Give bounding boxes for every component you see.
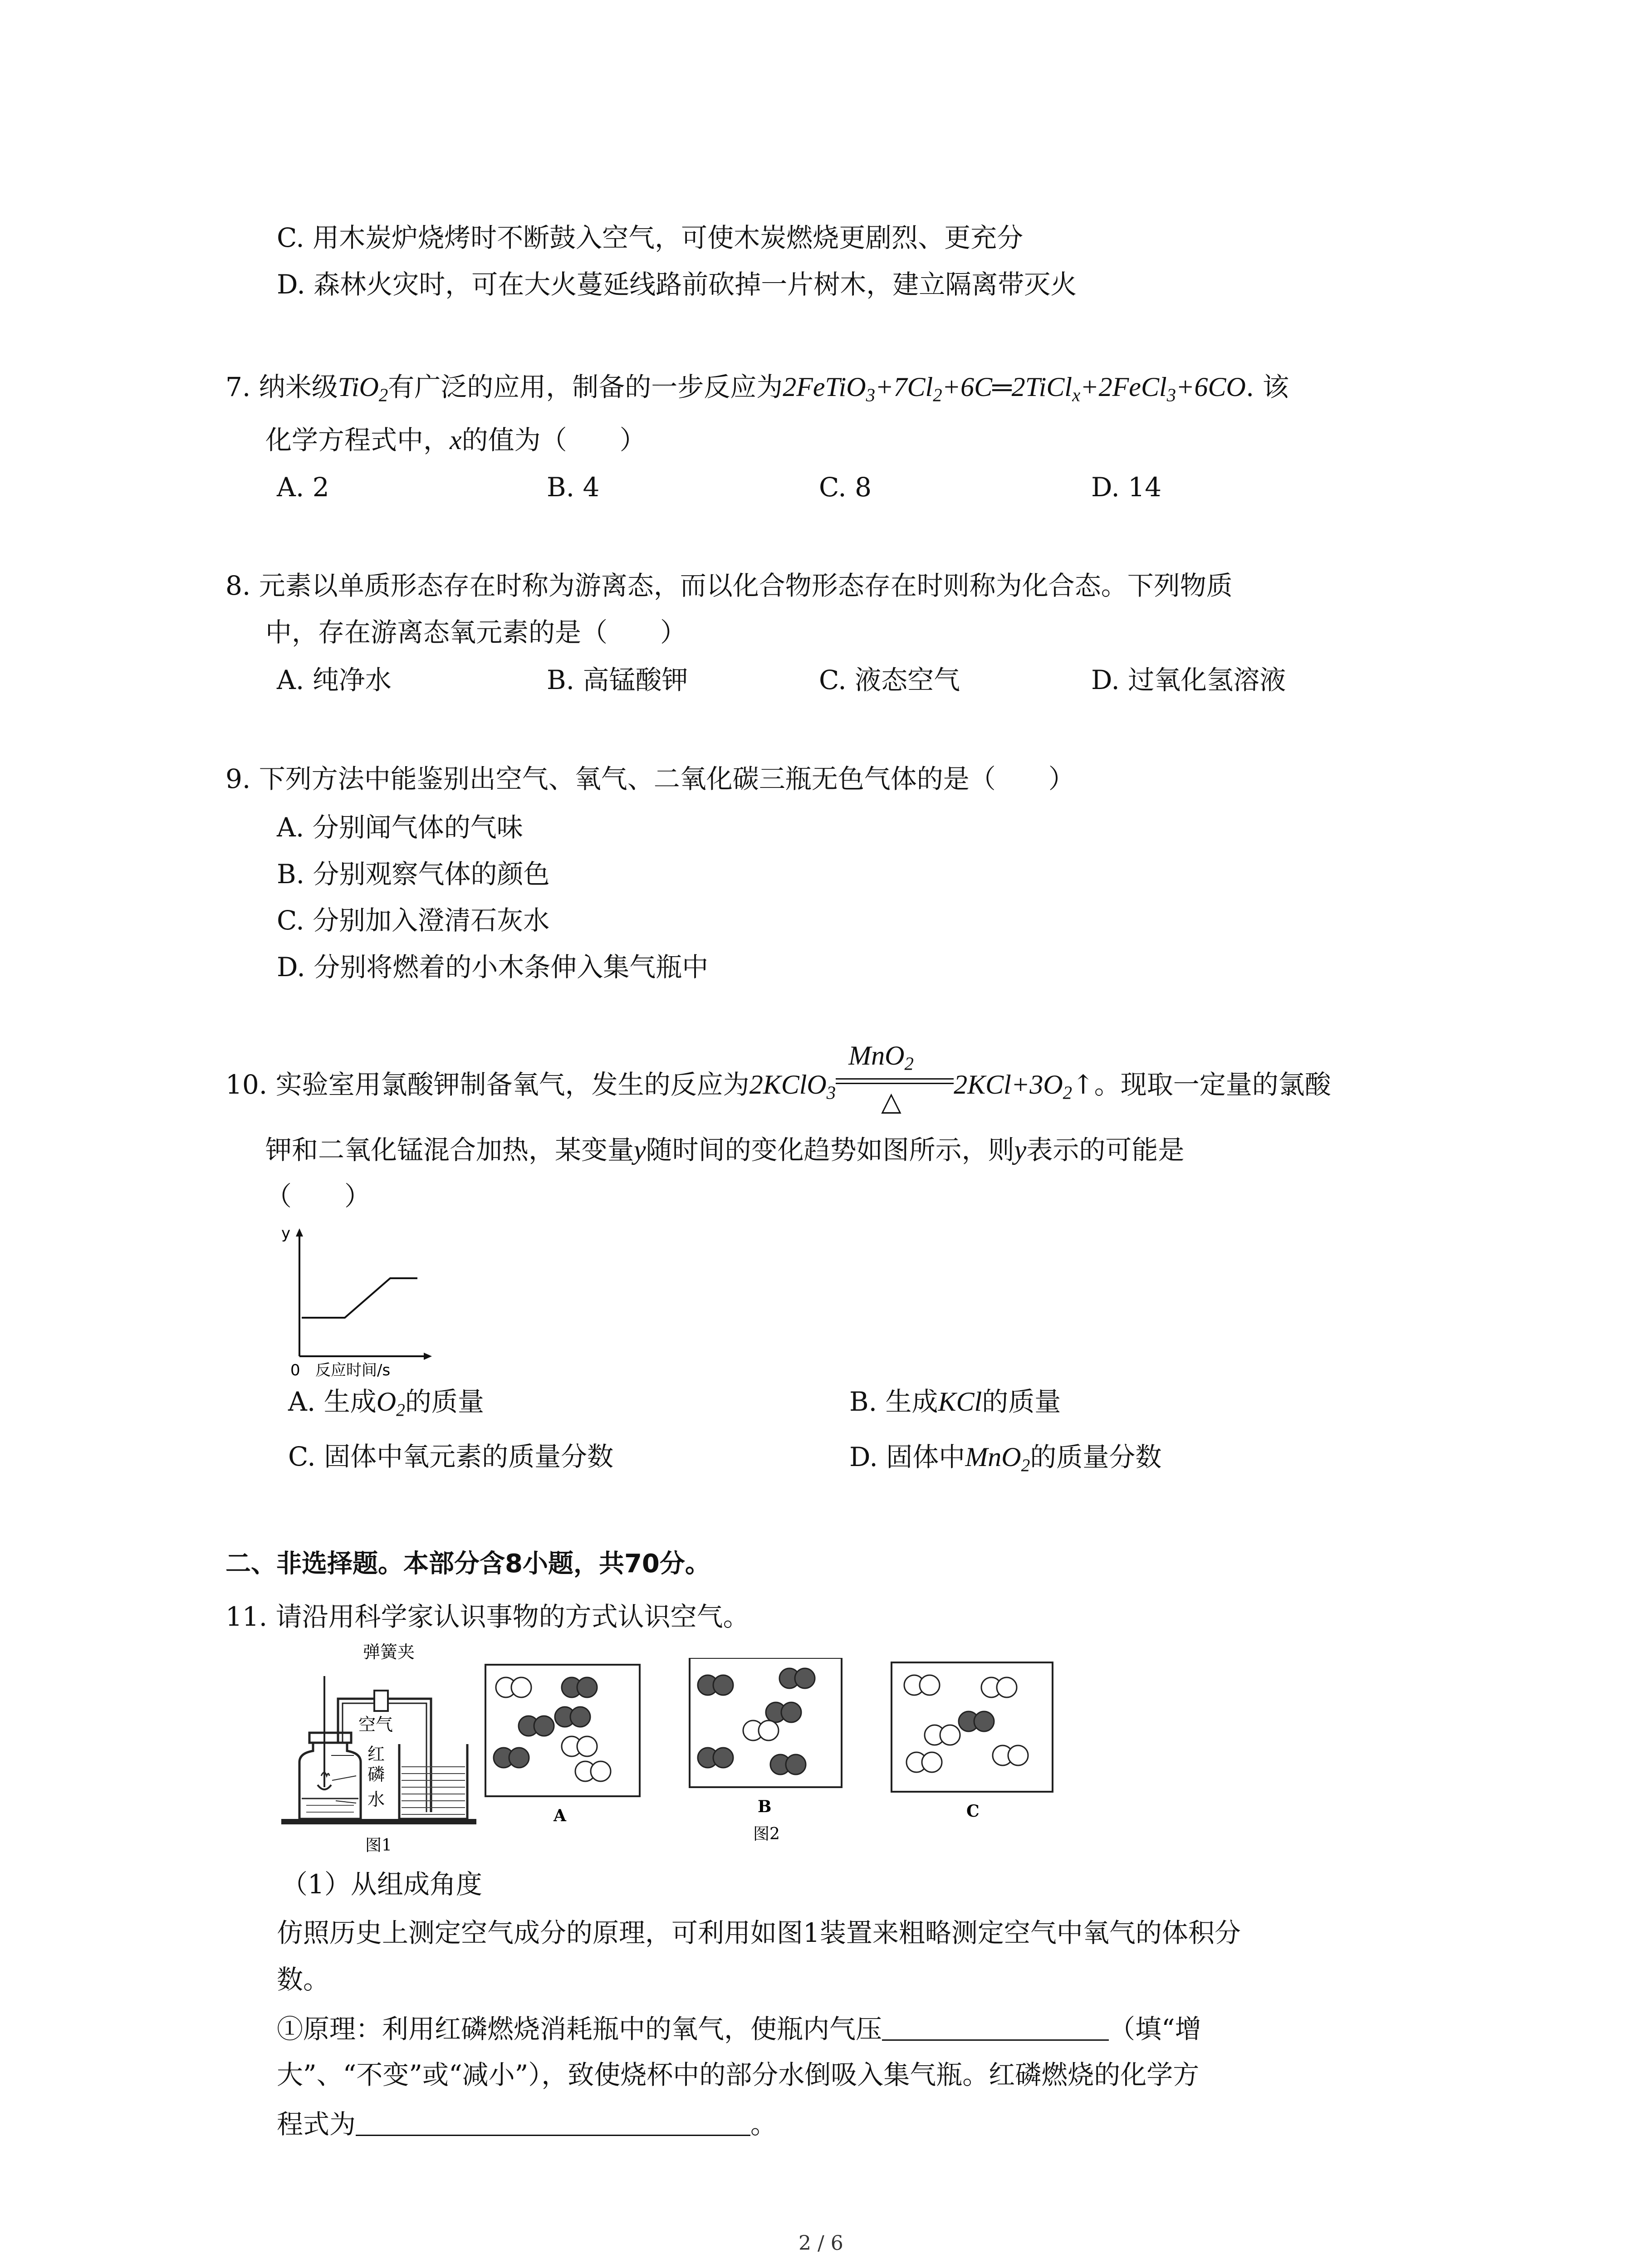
q8-option-b: B. 高锰酸钾	[547, 665, 688, 695]
bottle-stopper	[309, 1733, 351, 1743]
label-phosphorus: 磷	[367, 1765, 385, 1784]
q8-stem-line1: 8. 元素以单质形态存在时称为游离态，而以化合物形态存在时则称为化合态。下列物质	[225, 570, 1233, 601]
q11-para-line1: 仿照历史上测定空气成分的原理，可利用如图1装置来粗略测定空气中氧气的体积分	[277, 1917, 1241, 1948]
q7-option-b: B. 4	[547, 472, 600, 503]
q11-para-line4: 大”、“不变”或“减小”），致使烧杯中的部分水倒吸入集气瓶。红磷燃烧的化学方	[277, 2059, 1200, 2090]
q8-stem-line2: 中，存在游离态氧元素的是（ ）	[265, 617, 687, 648]
q10-graph-x-arrow	[424, 1353, 432, 1360]
q8-option-a: A. 纯净水	[277, 665, 392, 695]
q10-catalyst-arrow: MnO$_2$ △	[836, 1068, 954, 1095]
answer-blank-pressure[interactable]	[882, 2014, 1109, 2041]
q9-stem: 9. 下列方法中能鉴别出空气、氧气、二氧化碳三瓶无色气体的是（ ）	[225, 763, 1075, 794]
q10-graph-xlabel: 反应时间/s	[315, 1361, 391, 1379]
q10-option-c: C. 固体中氧元素的质量分数	[288, 1441, 614, 1472]
q7-stem-line1: 7. 纳米级TiO$_2$有广泛的应用，制备的一步反应为$2FeTiO_3+7Cl_2+6C═2TiCl_x+2FeCl_3+6CO$. 该	[225, 371, 1289, 406]
q9-option-b: B. 分别观察气体的颜色	[277, 859, 550, 890]
q7-option-d: D. 14	[1091, 472, 1162, 503]
q11-stem: 11. 请沿用科学家认识事物的方式认识空气。	[225, 1601, 749, 1632]
q11-figure-1	[281, 1640, 481, 1857]
label-air: 空气	[358, 1715, 393, 1735]
figure-1-caption: 图1	[365, 1836, 392, 1855]
q10-option-b: B. 生成KCl的质量	[849, 1386, 1061, 1417]
q10-graph-origin: 0	[290, 1361, 300, 1379]
answer-blank-equation[interactable]	[356, 2109, 750, 2136]
q8-option-d: D. 过氧化氢溶液	[1091, 665, 1286, 695]
q10-option-d: D. 固体中MnO$_2$的质量分数	[849, 1442, 1162, 1476]
q7-option-c: C. 8	[819, 472, 872, 503]
q10-stem-line2: 钾和二氧化锰混合加热，某变量y随时间的变化趋势如图所示，则y表示的可能是	[265, 1134, 1185, 1165]
q11-sub1: （1）从组成角度	[281, 1869, 482, 1900]
q10-graph-curve	[302, 1278, 417, 1318]
q10-graph	[272, 1220, 436, 1379]
q10-graph-ylabel: y	[281, 1224, 291, 1242]
q11-figure-2	[481, 1658, 1071, 1862]
label-spring-clip: 弹簧夹	[363, 1642, 415, 1662]
q10-graph-y-arrow	[296, 1228, 303, 1237]
box-a-label: A	[554, 1806, 566, 1825]
q10-stem-line1: 10. 实验室用氯酸钾制备氧气，发生的反应为2KClO$_3$ MnO$_2$ △ $2KCl+3O_2↑$。现取一定量的氯酸	[225, 1041, 1331, 1117]
q6-option-c: C. 用木炭炉烧烤时不断鼓入空气，可使木炭燃烧更剧烈、更充分	[277, 222, 1024, 253]
box-b-label: B	[758, 1797, 772, 1816]
figure-2-caption: 图2	[753, 1825, 780, 1843]
q7-option-a: A. 2	[277, 472, 329, 503]
gas-bottle-icon	[299, 1742, 361, 1819]
spring-clip-icon	[374, 1691, 388, 1711]
q9-option-a: A. 分别闻气体的气味	[277, 812, 523, 843]
page-number: 2 / 6	[798, 2232, 843, 2255]
q11-para-line2: 数。	[277, 1964, 330, 1995]
q7-stem-line2: 化学方程式中，x的值为（ ）	[265, 425, 646, 455]
q6-option-d: D. 森林火灾时，可在大火蔓延线路前砍掉一片树木，建立隔离带灭火	[277, 269, 1077, 300]
box-c-label: C	[966, 1802, 980, 1821]
q11-para-line3: ①原理：利用红磷燃烧消耗瓶中的氧气，使瓶内气压 （填“增	[277, 2014, 1201, 2044]
q9-option-c: C. 分别加入澄清石灰水	[277, 905, 550, 936]
q10-stem-line3: （ ）	[265, 1181, 371, 1212]
label-water: 水	[367, 1789, 385, 1809]
q10-option-a: A. 生成$O_2$的质量	[288, 1386, 484, 1420]
q11-para-line5: 程式为 。	[277, 2109, 777, 2140]
section-2-heading: 二、非选择题。本部分含8小题，共70分。	[225, 1549, 710, 1579]
label-red: 红	[367, 1744, 385, 1764]
q9-option-d: D. 分别将燃着的小木条伸入集气瓶中	[277, 952, 709, 982]
q8-option-c: C. 液态空气	[819, 665, 960, 695]
